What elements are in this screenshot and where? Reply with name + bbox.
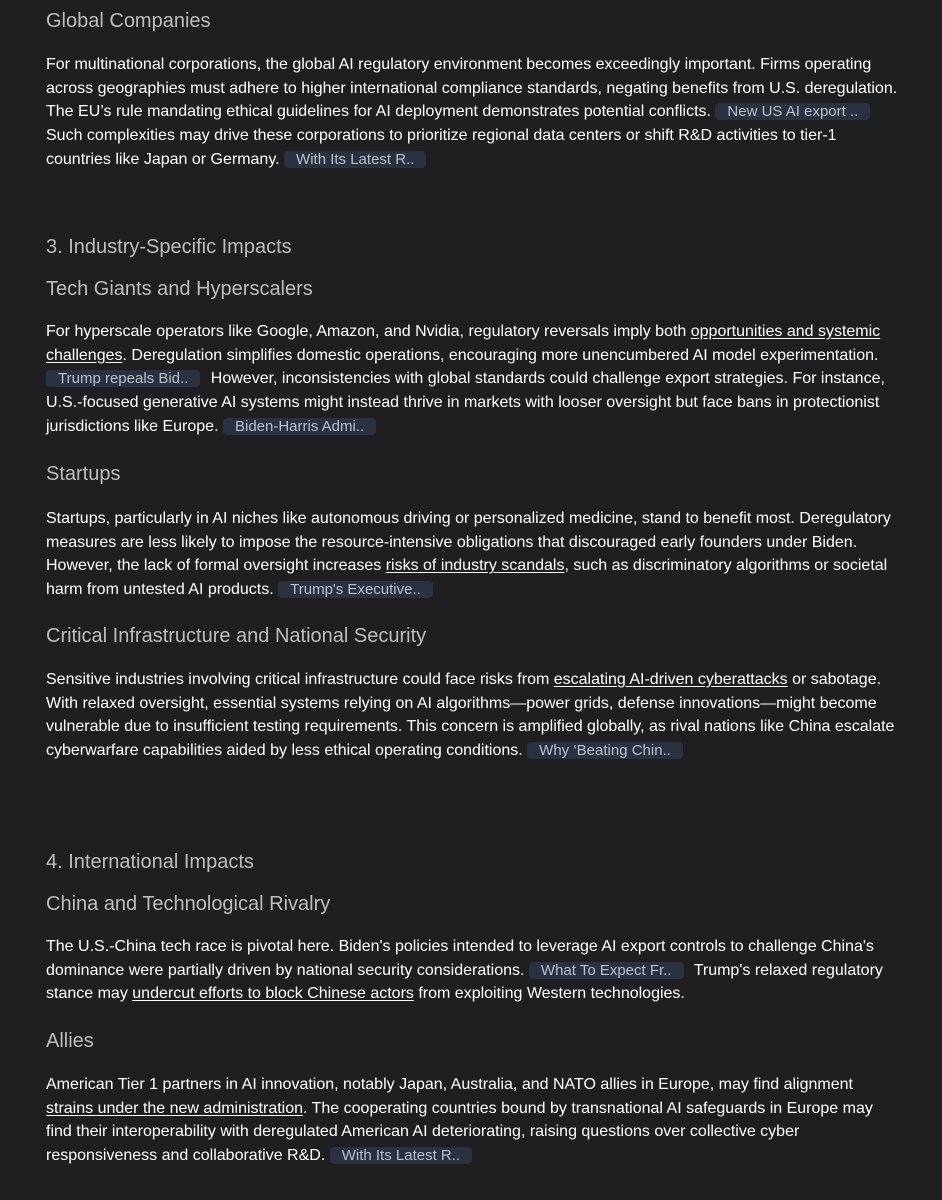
paragraph-text: Sensitive industries involving critical infrastructure could face risks from xyxy=(46,671,554,688)
paragraph-tech-giants xyxy=(46,320,898,439)
inline-link[interactable]: escalating AI-driven cyberattacks xyxy=(553,671,788,688)
section-heading-industry-impacts: 3. Industry-Specific Impacts xyxy=(46,236,292,258)
paragraph-text: . The cooperating countries bound by transnational AI safeguards in Europe may find their interoperability with deregulated American AI deteriorating, raising questions over collective cyber responsiveness and collaborative R&D. xyxy=(46,1099,873,1165)
paragraph-text: For multinational corporations, the global AI regulatory environment becomes exceedingly important. Firms operating across geographies must adhere to higher international compliance standards, negating benefits from U.S. deregulation. The EU’s rule mandating ethical guidelines for AI deployment demonstrates potential conflicts. xyxy=(46,56,898,121)
inline-link[interactable]: opportunities and systemic challenges xyxy=(46,323,881,364)
paragraph-text: The U.S.-China tech race is pivotal here. Biden's policies intended to leverage AI export controls to challenge China's dominance were partially driven by national security considerations. xyxy=(46,938,874,979)
inline-link[interactable]: strains under the new administration xyxy=(46,1099,304,1117)
paragraph-text: or sabotage. With relaxed oversight, essential systems relying on AI algorithms—power grids, defense innovations—might become vulnerable due to insufficient testing requirements. This concern is amplified globally, as rival nations like China escalate cyberwarfare capabilities aided by less ethical operating conditions. xyxy=(46,671,895,760)
paragraph-startups xyxy=(46,507,898,602)
section-heading-international-impacts: 4. International Impacts xyxy=(46,851,254,873)
paragraph-text: . Deregulation simplifies domestic operations, encouraging more unencumbered AI model experimentation. xyxy=(122,346,879,364)
subheading-tech-giants: Tech Giants and Hyperscalers xyxy=(46,278,313,300)
paragraph-text: For hyperscale operators like Google, Amazon, and Nvidia, regulatory reversals imply both xyxy=(46,323,691,340)
paragraph-global-companies xyxy=(46,53,898,172)
inline-link[interactable]: risks of industry scandals xyxy=(385,557,565,575)
subheading-china-rivalry: China and Technological Rivalry xyxy=(46,893,331,915)
paragraph-critical-infrastructure xyxy=(46,668,898,763)
subheading-startups: Startups xyxy=(46,463,121,485)
paragraph-text: Such complexities may drive these corporations to prioritize regional data centers or shift R&D activities to tier-1 countries like Japan or Germany. xyxy=(46,127,837,168)
paragraph-china-rivalry xyxy=(46,935,898,1006)
source-chip[interactable]: Why ‘Beating Chin.. xyxy=(527,742,683,759)
source-chip[interactable]: New US AI export .. xyxy=(715,103,870,120)
paragraph-text: from exploiting Western technologies. xyxy=(413,985,685,1003)
source-chip[interactable]: With Its Latest R.. xyxy=(284,151,426,168)
paragraph-allies xyxy=(46,1073,898,1168)
subheading-global-companies: Global Companies xyxy=(46,10,211,32)
source-chip[interactable]: Trump's Executive.. xyxy=(278,581,433,598)
subheading-allies: Allies xyxy=(46,1030,94,1052)
source-chip[interactable]: With Its Latest R.. xyxy=(330,1147,472,1164)
paragraph-text: , such as discriminatory algorithms or societal harm from untested AI products. xyxy=(46,557,888,599)
source-chip[interactable]: What To Expect Fr.. xyxy=(529,962,684,979)
subheading-critical-infrastructure: Critical Infrastructure and National Security xyxy=(46,625,427,647)
paragraph-text: However, inconsistencies with global standards could challenge export strategies. For instance, U.S.-focused generative AI systems might instead thrive in markets with looser oversight but face bans in protectionist jurisdictions like Europe. xyxy=(46,370,885,435)
source-chip[interactable]: Biden-Harris Admi.. xyxy=(223,418,376,435)
paragraph-text: American Tier 1 partners in AI innovation, notably Japan, Australia, and NATO allies in Europe, may find alignment xyxy=(46,1076,853,1093)
source-chip[interactable]: Trump repeals Bid.. xyxy=(46,370,200,387)
paragraph-text: Trump's relaxed regulatory stance may xyxy=(46,961,883,1003)
paragraph-text: Startups, particularly in AI niches like autonomous driving or personalized medicine, stand to benefit most. Deregulatory measures are less likely to impose the resource-intensive obligations that discouraged early founders under Biden. However, the lack of formal oversight increases xyxy=(46,510,891,575)
inline-link[interactable]: undercut efforts to block Chinese actors xyxy=(132,985,414,1003)
